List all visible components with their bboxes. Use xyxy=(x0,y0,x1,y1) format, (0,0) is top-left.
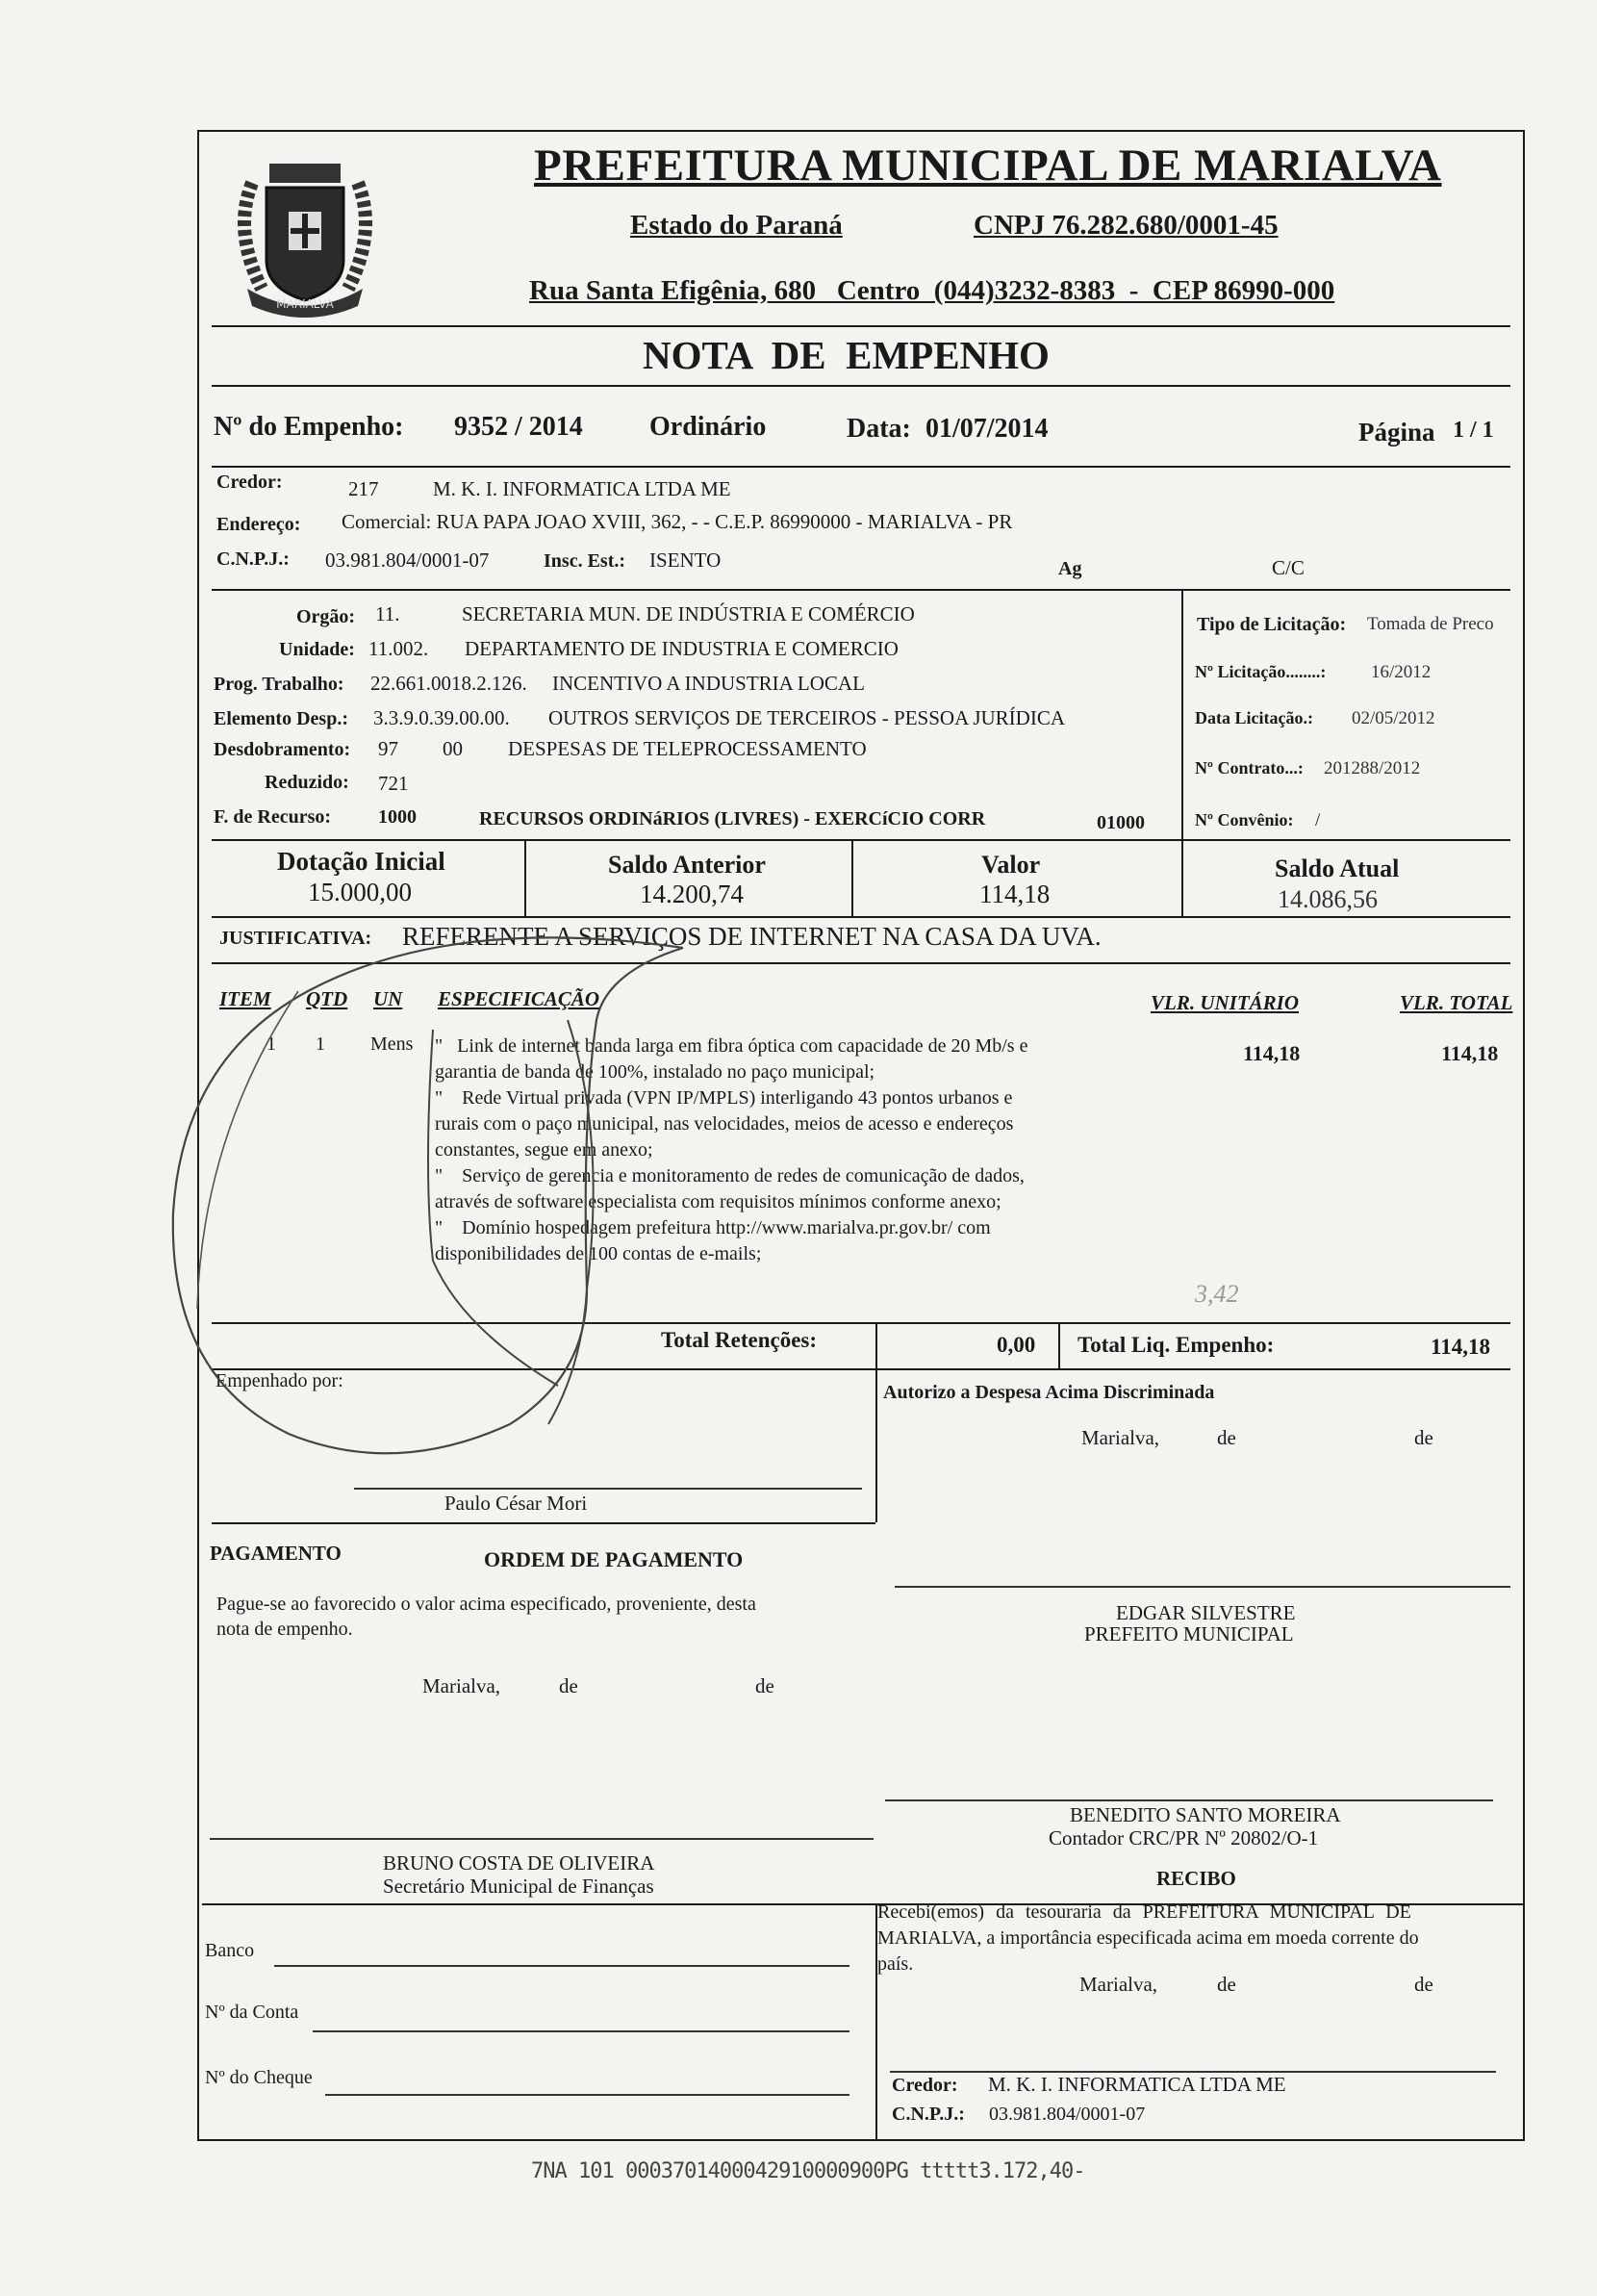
liquid-empenho-label: Total Liq. Empenho: xyxy=(1077,1333,1275,1357)
prog-code: 22.661.0018.2.126. xyxy=(370,672,527,695)
licitacao-number-label: Nº Licitação........: xyxy=(1195,662,1327,681)
recurso-name: RECURSOS ORDINáRIOS (LIVRES) - EXERCíCIO CORR xyxy=(479,808,986,829)
licitacao-divider xyxy=(1181,589,1183,839)
authorization-de-2: de xyxy=(1414,1426,1433,1449)
recibo-de-2: de xyxy=(1414,1973,1433,1996)
prefeito-name: EDGAR SILVESTRE xyxy=(1116,1601,1296,1624)
saldos-top-divider xyxy=(212,839,1510,841)
saldos-col-divider-1 xyxy=(524,839,526,916)
item-unit-price: 114,18 xyxy=(1243,1041,1301,1065)
empenho-date-label: Data: xyxy=(847,414,911,444)
item-unit: Mens xyxy=(370,1033,414,1055)
recibo-credor-label: Credor: xyxy=(892,2075,958,2096)
licitacao-number: 16/2012 xyxy=(1371,662,1432,682)
authorization-city: Marialva, xyxy=(1081,1426,1160,1449)
totals-col-divider-1 xyxy=(875,1322,877,1370)
creditor-cnpj: 03.981.804/0001-07 xyxy=(325,548,490,572)
header-divider xyxy=(212,325,1510,327)
spec-line: " Serviço de gerencia e monitoramento de redes de comunicação de dados, xyxy=(435,1165,1025,1186)
empenhado-por-name: Paulo César Mori xyxy=(444,1492,588,1515)
spec-line: " Domínio hospedagem prefeitura http://www.marialva.pr.gov.br/ com xyxy=(435,1217,991,1238)
item-total-price: 114,18 xyxy=(1441,1041,1499,1065)
unidade-code: 11.002. xyxy=(368,637,429,660)
qtd-col-header: QTD xyxy=(306,987,348,1010)
account-label: C/C xyxy=(1272,556,1305,579)
recibo-de-1: de xyxy=(1217,1973,1236,1996)
authorization-de-1: de xyxy=(1217,1426,1236,1449)
creditor-name: M. K. I. INFORMATICA LTDA ME xyxy=(433,477,731,500)
state-label: Estado do Paraná xyxy=(630,210,843,241)
reduzido-code: 721 xyxy=(378,772,409,795)
creditor-code: 217 xyxy=(348,477,379,500)
desdobramento-name: DESPESAS DE TELEPROCESSAMENTO xyxy=(508,737,867,760)
recurso-code: 1000 xyxy=(378,806,417,828)
spec-line: rurais com o paço municipal, nas velocidades, meios de acesso e endereços xyxy=(435,1113,1014,1135)
pagamento-city: Marialva, xyxy=(422,1674,501,1697)
justificativa-text: REFERENTE A SERVIÇOS DE INTERNET NA CASA DA UVA. xyxy=(402,922,1102,951)
totals-col-divider-2 xyxy=(1058,1322,1060,1370)
unidade-name: DEPARTAMENTO DE INDUSTRIA E COMERCIO xyxy=(465,637,899,660)
licitacao-date-label: Data Licitação.: xyxy=(1195,708,1313,727)
banco-line xyxy=(274,1965,849,1967)
prefeito-signature-line xyxy=(895,1586,1510,1588)
valor-label: Valor xyxy=(981,851,1041,879)
retencoes-label: Total Retenções: xyxy=(661,1328,818,1352)
secretario-signature-line xyxy=(210,1838,874,1840)
creditor-divider xyxy=(212,589,1510,591)
pague-text-2: nota de empenho. xyxy=(216,1619,353,1640)
contador-title: Contador CRC/PR Nº 20802/O-1 xyxy=(1049,1826,1319,1850)
handwritten-signature xyxy=(144,924,875,1501)
reduzido-label: Reduzido: xyxy=(265,772,349,793)
cheque-line xyxy=(325,2094,849,2096)
empenho-date: 01/07/2014 xyxy=(925,414,1049,444)
recibo-text-1: Recebi(emos) da tesouraria da PREFEITURA MUNICIPAL DE xyxy=(877,1901,1411,1923)
item-qty: 1 xyxy=(316,1033,325,1055)
dotacao-inicial-label: Dotação Inicial xyxy=(277,847,445,876)
unidade-label: Unidade: xyxy=(279,639,355,660)
saldos-bottom-divider xyxy=(212,916,1510,918)
handwritten-note: 3,42 xyxy=(1195,1280,1239,1308)
elemento-name: OUTROS SERVIÇOS DE TERCEIROS - PESSOA JURÍDICA xyxy=(548,706,1066,729)
recibo-text-3: país. xyxy=(877,1953,914,1975)
page-number: 1 / 1 xyxy=(1453,418,1494,443)
autorizo-label: Autorizo a Despesa Acima Discriminada xyxy=(883,1382,1215,1403)
municipality-address: Rua Santa Efigênia, 680 Centro (044)3232-8383 - CEP 86990-000 xyxy=(529,275,1335,306)
empenho-number-label: Nº do Empenho: xyxy=(214,412,404,442)
saldo-anterior-value: 14.200,74 xyxy=(640,880,744,908)
agency-label: Ag xyxy=(1058,558,1082,579)
saldos-col-divider-2 xyxy=(851,839,853,916)
elemento-code: 3.3.9.0.39.00.00. xyxy=(373,706,510,729)
contador-signature-line xyxy=(885,1799,1493,1801)
recibo-label: RECIBO xyxy=(1156,1867,1236,1890)
recurso-code-2: 01000 xyxy=(1097,812,1145,833)
convenio-number: / xyxy=(1315,810,1321,830)
licitacao-type-label: Tipo de Licitação: xyxy=(1197,614,1347,635)
unit-price-col-header: VLR. UNITÁRIO xyxy=(1151,991,1300,1014)
orgao-code: 11. xyxy=(375,602,400,625)
item-number: 1 xyxy=(266,1033,276,1055)
contador-name: BENEDITO SANTO MOREIRA xyxy=(1070,1803,1341,1826)
item-col-header: ITEM xyxy=(219,987,271,1010)
recibo-cnpj: 03.981.804/0001-07 xyxy=(989,2104,1146,2125)
pagamento-de-1: de xyxy=(559,1674,578,1697)
licitacao-type: Tomada de Preco xyxy=(1367,614,1494,634)
ordem-pagamento-label: ORDEM DE PAGAMENTO xyxy=(484,1547,744,1571)
pague-text-1: Pague-se ao favorecido o valor acima especificado, proveniente, desta xyxy=(216,1594,756,1615)
spec-line: " Link de internet banda larga em fibra óptica com capacidade de 20 Mb/s e xyxy=(435,1035,1028,1057)
creditor-address: Comercial: RUA PAPA JOAO XVIII, 362, - - C.E.P. 86990000 - MARIALVA - PR xyxy=(342,510,1013,533)
conta-label: Nº da Conta xyxy=(205,2002,299,2023)
spec-line: disponibilidades de 100 contas de e-mails; xyxy=(435,1243,762,1264)
prog-label: Prog. Trabalho: xyxy=(214,674,344,695)
empenho-divider xyxy=(212,466,1510,468)
municipal-crest xyxy=(214,144,396,327)
desdobramento-code-1: 97 xyxy=(378,737,398,760)
secretario-name: BRUNO COSTA DE OLIVEIRA xyxy=(383,1851,655,1875)
secretario-title: Secretário Municipal de Finanças xyxy=(383,1875,654,1898)
valor-value: 114,18 xyxy=(979,880,1051,908)
liquid-empenho-value: 114,18 xyxy=(1431,1335,1490,1359)
total-price-col-header: VLR. TOTAL xyxy=(1400,991,1513,1014)
spec-col-header: ESPECIFICAÇÃO xyxy=(438,987,600,1010)
licitacao-date: 02/05/2012 xyxy=(1352,708,1435,728)
cheque-label: Nº do Cheque xyxy=(205,2067,313,2088)
footer-barcode-text: 7NA 101 0003701400042910000900PG ttttt3.172,40- xyxy=(531,2159,1085,2183)
title-divider xyxy=(212,385,1510,387)
recibo-cnpj-label: C.N.P.J.: xyxy=(892,2104,965,2125)
desdobramento-code-2: 00 xyxy=(443,737,463,760)
page-label: Página xyxy=(1358,418,1435,446)
banco-label: Banco xyxy=(205,1940,255,1961)
saldo-anterior-label: Saldo Anterior xyxy=(608,851,766,879)
spec-line: através de software especialista com requisitos mínimos conforme anexo; xyxy=(435,1191,1001,1212)
pagamento-label: PAGAMENTO xyxy=(210,1542,342,1565)
justificativa-label: JUSTIFICATIVA: xyxy=(219,928,372,949)
empenho-number: 9352 / 2014 xyxy=(454,412,583,442)
dotacao-inicial-value: 15.000,00 xyxy=(308,878,412,906)
contract-label: Nº Contrato...: xyxy=(1195,758,1304,778)
un-col-header: UN xyxy=(373,987,403,1010)
crest-banner-text: MARIALVA xyxy=(276,297,334,311)
creditor-insc-label: Insc. Est.: xyxy=(544,550,626,572)
elemento-label: Elemento Desp.: xyxy=(214,708,348,729)
retencoes-value: 0,00 xyxy=(997,1333,1036,1357)
saldo-atual-value: 14.086,56 xyxy=(1278,885,1378,913)
spec-line: garantia de banda de 100%, instalado no paço municipal; xyxy=(435,1061,875,1083)
recibo-city: Marialva, xyxy=(1079,1973,1158,1996)
saldos-col-divider-3 xyxy=(1181,839,1183,916)
creditor-address-label: Endereço: xyxy=(216,514,301,535)
recurso-label: F. de Recurso: xyxy=(214,806,332,828)
pagamento-de-2: de xyxy=(755,1674,774,1697)
orgao-label: Orgão: xyxy=(296,606,356,627)
spec-line: constantes, segue em anexo; xyxy=(435,1139,653,1161)
creditor-insc: ISENTO xyxy=(649,548,722,572)
municipality-title: PREFEITURA MUNICIPAL DE MARIALVA xyxy=(534,140,1442,191)
spec-line: " Rede Virtual privada (VPN IP/MPLS) interligando 43 pontos urbanos e xyxy=(435,1087,1013,1109)
orgao-name: SECRETARIA MUN. DE INDÚSTRIA E COMÉRCIO xyxy=(462,602,915,625)
prefeito-title: PREFEITO MUNICIPAL xyxy=(1084,1622,1294,1645)
saldo-atual-label: Saldo Atual xyxy=(1275,855,1400,882)
empenhado-por-label: Empenhado por: xyxy=(215,1370,343,1391)
desdobramento-label: Desdobramento: xyxy=(214,739,351,760)
convenio-label: Nº Convênio: xyxy=(1195,810,1294,829)
signature-col-divider xyxy=(875,1368,877,1522)
signature-bottom-divider xyxy=(212,1522,875,1524)
document-title: NOTA DE EMPENHO xyxy=(643,333,1050,377)
municipality-cnpj: CNPJ 76.282.680/0001-45 xyxy=(974,210,1279,241)
empenho-type: Ordinário xyxy=(649,412,767,442)
creditor-label: Credor: xyxy=(216,472,283,493)
recibo-text-2: MARIALVA, a importância especificada acima em moeda corrente do xyxy=(877,1927,1419,1949)
creditor-cnpj-label: C.N.P.J.: xyxy=(216,548,290,570)
recibo-credor-name: M. K. I. INFORMATICA LTDA ME xyxy=(988,2073,1286,2096)
contract-number: 201288/2012 xyxy=(1324,758,1421,778)
prog-name: INCENTIVO A INDUSTRIA LOCAL xyxy=(552,672,865,695)
conta-line xyxy=(313,2030,849,2032)
